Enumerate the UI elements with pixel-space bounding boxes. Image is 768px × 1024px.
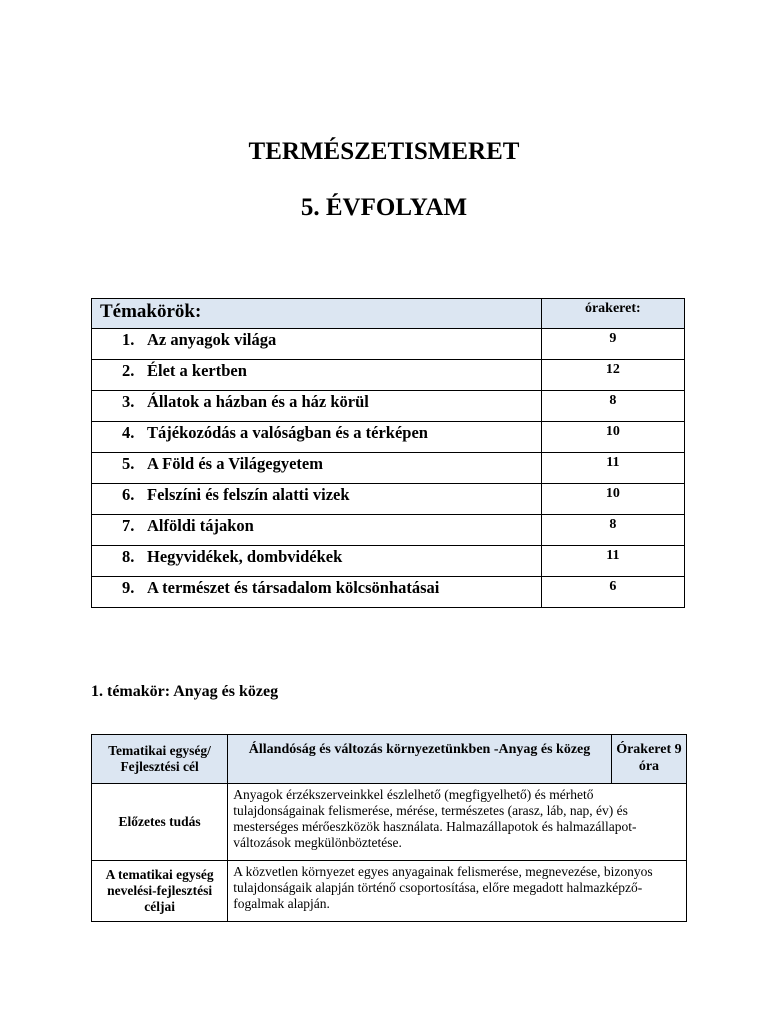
topic-hours: 8 bbox=[541, 391, 684, 422]
topic-name: Hegyvidékek, dombvidékek bbox=[147, 547, 343, 566]
topic-hours: 10 bbox=[541, 484, 684, 515]
topic-row bbox=[92, 360, 685, 391]
unit-row-prior-knowledge bbox=[92, 784, 687, 861]
topic-number: 4. bbox=[122, 423, 135, 442]
topic-row bbox=[92, 546, 685, 577]
unit-table-header bbox=[92, 735, 687, 784]
topic-name-cell bbox=[92, 391, 542, 422]
hours-header-label: órakeret: bbox=[541, 299, 684, 329]
topic-name: Állatok a házban és a ház körül bbox=[147, 392, 369, 411]
topic-name: Felszíni és felszín alatti vizek bbox=[147, 485, 350, 504]
topic-row bbox=[92, 329, 685, 360]
topic-hours: 8 bbox=[541, 515, 684, 546]
goals-text: A közvetlen környezet egyes anyagainak felismerése, megnevezése, bizonyos tulajdonságaik alapján történő csoportosítása, előre megadott halmazképző-fogalmak alapján. bbox=[228, 861, 687, 922]
prior-knowledge-text: Anyagok érzékszerveinkkel észlelhető (megfigyelhető) és mérhető tulajdonságainak felismerése, mérése, természetes (arasz, láb, nap, év) és mesterséges mérőeszközök használata. Halmazállapotok és halmazállapot-változások megkülönböztetése. bbox=[228, 784, 687, 861]
unit-header-label: Tematikai egység/ Fejlesztési cél bbox=[92, 735, 228, 784]
topic-number: 8. bbox=[122, 547, 135, 566]
topic-number: 7. bbox=[122, 516, 135, 535]
grade-title: 5. ÉVFOLYAM bbox=[300, 194, 468, 221]
topic-name: Alföldi tájakon bbox=[147, 516, 254, 535]
topic-hours: 6 bbox=[541, 577, 684, 608]
topic-hours: 9 bbox=[541, 329, 684, 360]
document-title: TERMÉSZETISMERET bbox=[248, 138, 520, 165]
topic-row bbox=[92, 577, 685, 608]
topic-hours: 11 bbox=[541, 453, 684, 484]
topic-name-cell bbox=[92, 577, 542, 608]
topic-name-cell bbox=[92, 360, 542, 391]
topic-row bbox=[92, 515, 685, 546]
unit-header-title: Állandóság és változás környezetünkben -Anyag és közeg bbox=[228, 735, 612, 784]
topic-number: 5. bbox=[122, 454, 135, 473]
unit-row-goals bbox=[92, 861, 687, 922]
topic-number: 6. bbox=[122, 485, 135, 504]
unit-table bbox=[91, 734, 687, 922]
topics-table bbox=[91, 298, 685, 608]
topic-name: Tájékozódás a valóságban és a térképen bbox=[147, 423, 428, 442]
unit-header-hours: Órakeret 9 óra bbox=[611, 735, 686, 784]
topic-name-cell bbox=[92, 484, 542, 515]
topic-row bbox=[92, 422, 685, 453]
topic-hours: 11 bbox=[541, 546, 684, 577]
topic-name-cell bbox=[92, 515, 542, 546]
topic-row bbox=[92, 484, 685, 515]
topics-table-header bbox=[92, 299, 685, 329]
topic-number: 2. bbox=[122, 361, 135, 380]
topic-name: A Föld és a Világegyetem bbox=[147, 454, 323, 473]
topic-name: Élet a kertben bbox=[147, 361, 247, 380]
topic-hours: 12 bbox=[541, 360, 684, 391]
topic-number: 9. bbox=[122, 578, 135, 597]
topics-table-body bbox=[92, 329, 685, 608]
topic-hours: 10 bbox=[541, 422, 684, 453]
goals-label: A tematikai egység nevelési-fejlesztési céljai bbox=[92, 861, 228, 922]
topic-name-cell bbox=[92, 329, 542, 360]
topic-name: Az anyagok világa bbox=[147, 330, 277, 349]
topic-name: A természet és társadalom kölcsönhatásai bbox=[147, 578, 440, 597]
topics-header-label: Témakörök: bbox=[92, 299, 542, 329]
topic-name-cell bbox=[92, 422, 542, 453]
section-heading: 1. témakör: Anyag és közeg bbox=[91, 683, 279, 700]
topic-row bbox=[92, 391, 685, 422]
topic-row bbox=[92, 453, 685, 484]
topic-name-cell bbox=[92, 546, 542, 577]
topic-number: 3. bbox=[122, 392, 135, 411]
prior-knowledge-label: Előzetes tudás bbox=[92, 784, 228, 861]
topic-number: 1. bbox=[122, 330, 135, 349]
topic-name-cell bbox=[92, 453, 542, 484]
